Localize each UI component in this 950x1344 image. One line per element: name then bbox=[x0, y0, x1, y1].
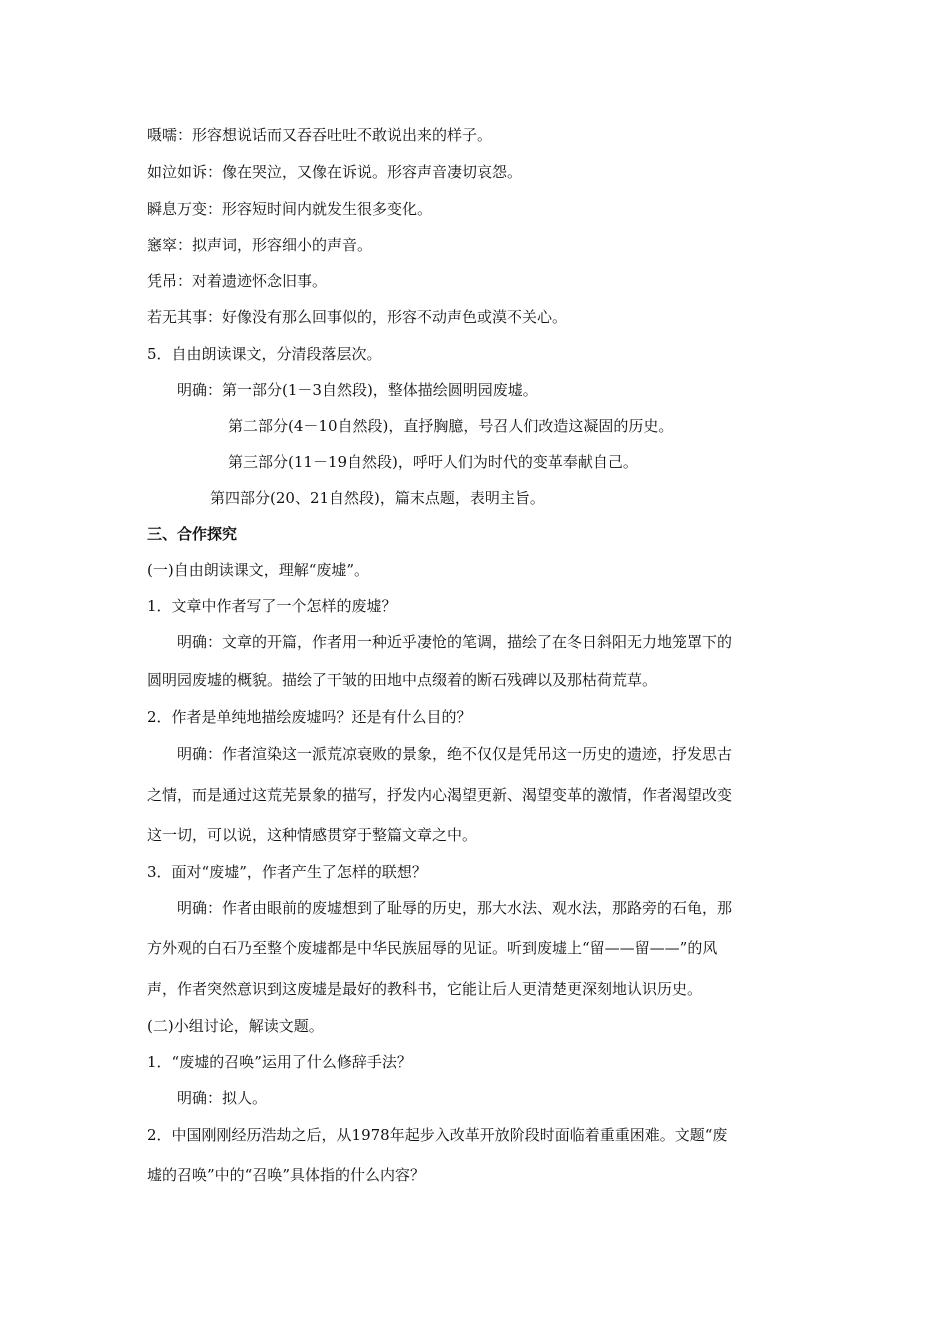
vocab-line: 瞬息万变：形容短时间内就发生很多变化。 bbox=[147, 200, 433, 218]
question-line: 2．作者是单纯地描绘废墟吗？还是有什么目的？ bbox=[147, 708, 472, 726]
answer-line: 明确：拟人。 bbox=[177, 1089, 268, 1107]
answer-line: 声，作者突然意识到这废墟是最好的教科书，它能让后人更清楚更深刻地认识历史。 bbox=[147, 980, 703, 998]
vocab-line: 若无其事：好像没有那么回事似的，形容不动声色或漠不关心。 bbox=[147, 308, 568, 326]
answer-line: 这一切，可以说，这种情感贯穿于整篇文章之中。 bbox=[147, 826, 478, 844]
subsection-heading: (二)小组讨论，解读文题。 bbox=[147, 1017, 324, 1035]
question-line: 墟的召唤”中的“召唤”具体指的什么内容？ bbox=[147, 1166, 426, 1184]
vocab-line: 嗫嚅：形容想说话而又吞吞吐吐不敢说出来的样子。 bbox=[147, 126, 493, 144]
answer-line: 方外观的白石乃至整个废墟都是中华民族屈辱的见证。听到废墟上“留——留——”的风 bbox=[147, 939, 718, 957]
vocab-line: 凭吊：对着遗迹怀念旧事。 bbox=[147, 272, 328, 290]
vocab-line: 窸窣：拟声词，形容细小的声音。 bbox=[147, 236, 373, 254]
answer-line: 明确：文章的开篇，作者用一种近乎凄怆的笔调，描绘了在冬日斜阳无力地笼罩下的 bbox=[177, 633, 733, 651]
answer-line: 圆明园废墟的概貌。描绘了干皱的田地中点缀着的断石残碑以及那枯荷荒草。 bbox=[147, 671, 658, 689]
question-line: 1．文章中作者写了一个怎样的废墟？ bbox=[147, 597, 397, 615]
answer-line: 之情，而是通过这荒芜景象的描写，抒发内心渴望更新、渴望变革的激情，作者渴望改变 bbox=[147, 786, 733, 804]
question-line: 2．中国刚刚经历浩劫之后，从1978年起步入改革开放阶段时面临着重重困难。文题“废 bbox=[147, 1126, 728, 1144]
answer-line: 第三部分(11－19自然段)，呼吁人们为时代的变革奉献自己。 bbox=[228, 453, 638, 471]
answer-line: 明确：作者由眼前的废墟想到了耻辱的历史，那大水法、观水法，那路旁的石龟，那 bbox=[177, 899, 733, 917]
answer-line: 第四部分(20、21自然段)，篇末点题，表明主旨。 bbox=[210, 489, 545, 507]
question-line: 1．“废墟的召唤”运用了什么修辞手法？ bbox=[147, 1053, 412, 1071]
answer-line: 明确：作者渲染这一派荒凉衰败的景象，绝不仅仅是凭吊这一历史的遗迹，抒发思古 bbox=[177, 745, 733, 763]
section-heading: 三、合作探究 bbox=[147, 525, 238, 543]
answer-line: 第二部分(4－10自然段)，直抒胸臆，号召人们改造这凝固的历史。 bbox=[228, 417, 674, 435]
question-line: 3．面对“废墟”，作者产生了怎样的联想？ bbox=[147, 863, 427, 881]
subsection-heading: (一)自由朗读课文，理解“废墟”。 bbox=[147, 561, 370, 579]
question-line: 5．自由朗读课文，分清段落层次。 bbox=[147, 345, 382, 363]
vocab-line: 如泣如诉：像在哭泣，又像在诉说。形容声音凄切哀怨。 bbox=[147, 163, 523, 181]
answer-line: 明确：第一部分(1－3自然段)，整体描绘圆明园废墟。 bbox=[177, 381, 538, 399]
